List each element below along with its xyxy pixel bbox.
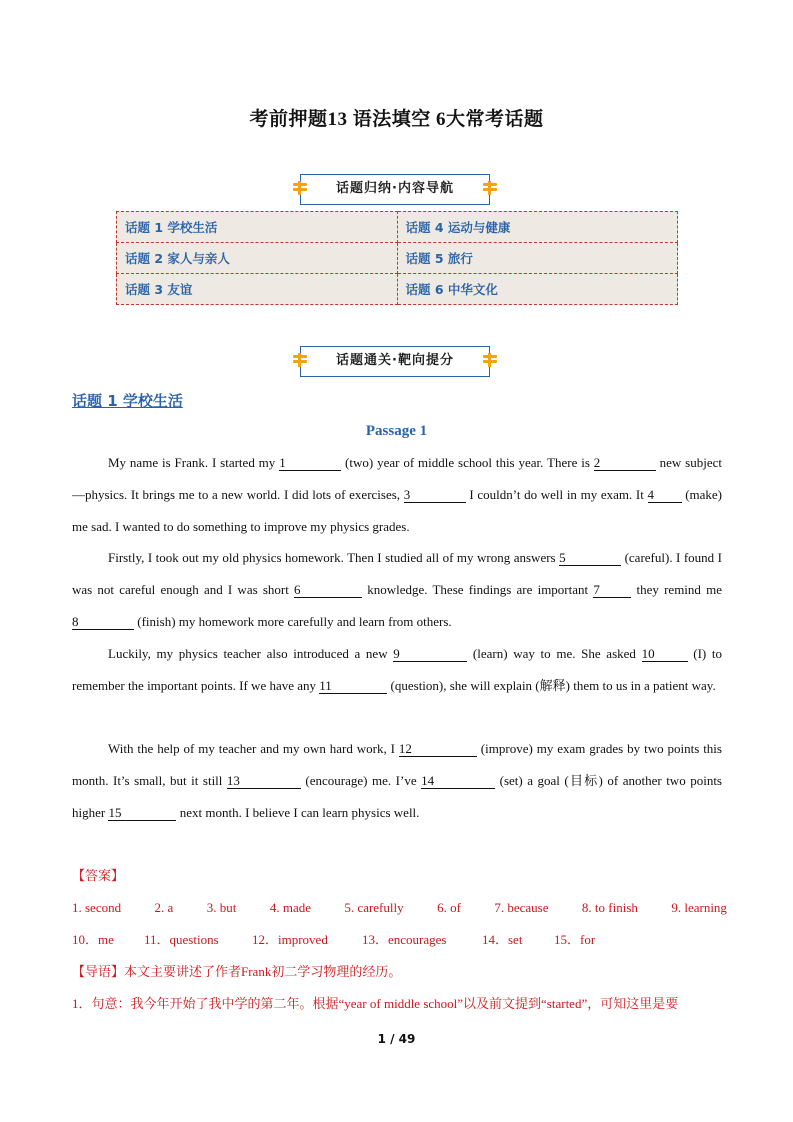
blank-9: 9 [393, 646, 467, 662]
answer-item: 10．me [72, 932, 114, 947]
blank-1: 1 [279, 455, 341, 471]
text: My name is Frank. I started my [108, 455, 280, 470]
answer-item: 8. to finish [581, 900, 638, 915]
blank-4: 4 [648, 487, 682, 503]
topic-nav-table [116, 211, 678, 305]
nav-cell[interactable]: 话题 3 友谊 [117, 274, 398, 305]
text: (question), she will explain (解释) them to us in a patient way. [387, 678, 716, 693]
answers-label: 【答案】 [72, 868, 125, 883]
passage-paragraph [72, 542, 722, 638]
blank-8: 8 [72, 614, 134, 630]
explanation-line: 1．句意：我今年开始了我中学的第二年。根据“year of middle school”以及前文提到“started”，可知这里是要 [72, 996, 679, 1011]
answer-item: 13．encourages [362, 932, 447, 947]
table-row [117, 212, 678, 243]
answer-item: 2. a [154, 900, 174, 915]
blank-7: 7 [593, 582, 631, 598]
answer-item: 15．for [554, 932, 596, 947]
answer-item: 12．improved [252, 932, 328, 947]
decor-marker-icon [293, 353, 307, 367]
blank-13: 13 [227, 773, 301, 789]
text: (set) a goal (目标) of another two points higher [72, 773, 722, 820]
answer-item: 14．set [482, 932, 523, 947]
text: (I) to remember the important points. If we have any [72, 646, 723, 693]
text: (encourage) me. I’ve [300, 773, 422, 788]
practice-banner [300, 346, 490, 377]
blank-14: 14 [421, 773, 495, 789]
text: (finish) my homework more carefully and learn from others. [134, 614, 452, 629]
text: (learn) way to me. She asked [467, 646, 642, 661]
nav-banner [300, 174, 490, 205]
blank-5: 5 [559, 550, 621, 566]
passage-paragraph [72, 638, 722, 702]
text: (make) me sad. I wanted to do something to improve my physics grades. [72, 487, 723, 534]
nav-banner-label: 话题归纳·内容导航 [336, 181, 454, 196]
passage-paragraph [72, 733, 722, 829]
nav-cell[interactable]: 话题 6 中华文化 [397, 274, 678, 305]
answer-item: 6. of [437, 900, 461, 915]
text: (improve) my exam grades by two points this month. It’s small, but it still [72, 741, 722, 788]
nav-cell[interactable]: 话题 1 学校生活 [117, 212, 398, 243]
topic-heading-link[interactable]: 话题 1 学校生活 [72, 392, 183, 410]
answer-item: 11．questions [144, 932, 219, 947]
page-title: 考前押题13 语法填空 6大常考话题 [249, 109, 544, 130]
decor-marker-icon [483, 353, 497, 367]
answer-item: 7. because [494, 900, 549, 915]
decor-marker-icon [483, 181, 497, 195]
guide-text: 【导语】本文主要讲述了作者Frank初二学习物理的经历。 [72, 964, 402, 979]
answer-item: 1. second [72, 900, 122, 915]
text: With the help of my teacher and my own hard work, I [108, 741, 399, 756]
table-row [117, 243, 678, 274]
blank-15: 15 [108, 805, 176, 821]
text: knowledge. These findings are important [362, 582, 594, 597]
practice-banner-label: 话题通关·靶向提分 [336, 353, 454, 368]
blank-6: 6 [294, 582, 362, 598]
nav-cell[interactable]: 话题 5 旅行 [397, 243, 678, 274]
table-row [117, 274, 678, 305]
text: they remind me [631, 582, 722, 597]
blank-3: 3 [404, 487, 466, 503]
blank-12: 12 [399, 741, 477, 757]
text: new subject—physics. It brings me to a new world. I did lots of exercises, [72, 455, 722, 502]
passage-title: Passage 1 [365, 423, 428, 439]
answers-row-2 [72, 924, 727, 956]
answer-item: 3. but [206, 900, 237, 915]
text: I couldn’t do well in my exam. It [465, 487, 648, 502]
text: Luckily, my physics teacher also introduced a new [108, 646, 394, 661]
text: next month. I believe I can learn physics well. [176, 805, 420, 820]
text: (two) year of middle school this year. There is [341, 455, 594, 470]
decor-marker-icon [293, 181, 307, 195]
nav-cell[interactable]: 话题 4 运动与健康 [397, 212, 678, 243]
page-number: 1 / 49 [377, 1032, 416, 1046]
answer-item: 5. carefully [344, 900, 404, 915]
answer-item: 9. learning [671, 900, 727, 915]
answers-block [72, 860, 727, 1020]
answers-row-1 [72, 892, 727, 924]
blank-2: 2 [594, 455, 656, 471]
text: (careful). I found I was not careful enough and I was short [72, 550, 722, 597]
answer-item: 4. made [269, 900, 311, 915]
nav-cell[interactable]: 话题 2 家人与亲人 [117, 243, 398, 274]
blank-10: 10 [642, 646, 688, 662]
text: Firstly, I took out my old physics homework. Then I studied all of my wrong answers [108, 550, 560, 565]
passage-paragraph [72, 447, 722, 543]
blank-11: 11 [319, 678, 387, 694]
